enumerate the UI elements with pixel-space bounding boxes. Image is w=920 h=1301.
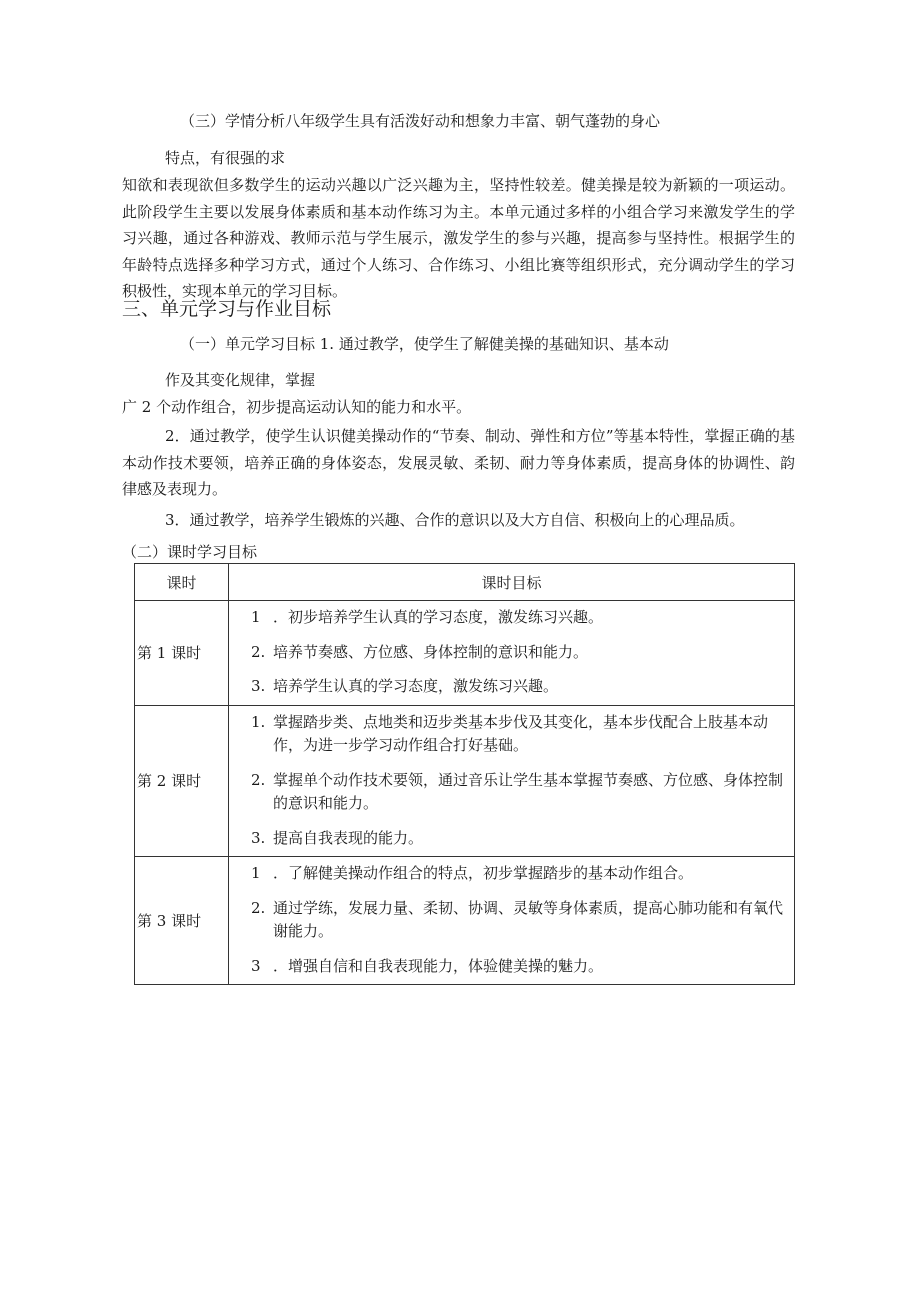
situation-paragraph: 知欲和表现欲但多数学生的运动兴趣以广泛兴趣为主，坚持性较差。健美操是较为新颖的一项运动。此阶段学生主要以发展身体素质和基本动作练习为主。本单元通过多样的小组合学习来激发学生的学习兴趣，通过各种游戏、教师示范与学生展示，激发学生的参与兴趣，提高参与坚持性。根据学生的年龄特点选择多种学习方式，通过个人练习、合作练习、小组比赛等组织形式，充分调动学生的学习积极性，实现本单元的学习目标。	[122, 176, 795, 300]
goal-text: 掌握踏步类、点地类和迈步类基本步伐及其变化，基本步伐配合上肢基本动作，为进一步学习动作组合打好基础。	[273, 712, 769, 754]
goal-item	[229, 711, 790, 758]
table-row	[135, 857, 795, 985]
goal-text: ．初步培养学生认真的学习态度，激发练习兴趣。	[273, 608, 604, 626]
goal-item	[229, 897, 790, 944]
lesson-label: 第 2 课时	[135, 705, 229, 857]
lesson-goals-title: （二）课时学习目标	[122, 543, 258, 561]
goal-item	[229, 827, 790, 851]
goal-item	[229, 675, 790, 699]
table-row	[135, 705, 795, 857]
goal-number: 3.	[251, 828, 266, 847]
goal-number: 2.	[251, 642, 266, 661]
unit-goal-2: 2．通过教学，使学生认识健美操动作的“节奏、制动、弹性和方位”等基本特性，掌握正确的基本动作技术要领，培养正确的身体姿态，发展灵敏、柔韧、耐力等身体素质，提高身体的协调性、韵律感及表现力。	[122, 427, 795, 498]
goal-list	[229, 601, 795, 706]
unit-goal-3: 3．通过教学，培养学生锻炼的兴趣、合作的意识以及大方自信、积极向上的心理品质。	[165, 511, 745, 529]
situation-line-1: （三）学情分析八年级学生具有活泼好动和想象力丰富、朝气蓬勃的身心	[180, 112, 661, 130]
goal-text: ．了解健美操动作组合的特点，初步掌握踏步的基本动作组合。	[273, 864, 694, 882]
goal-number: 3.	[251, 677, 266, 695]
unit-goal-line-3: 广 2 个动作组合，初步提高运动认知的能力和水平。	[122, 398, 472, 416]
goal-text: ．增强自信和自我表现能力，体验健美操的魅力。	[273, 956, 604, 975]
goal-number: 2.	[251, 770, 266, 789]
situation-line-2: 特点，有很强的求	[165, 149, 286, 167]
goal-list	[229, 705, 795, 857]
goal-text: 培养学生认真的学习态度，激发练习兴趣。	[273, 677, 559, 695]
goal-item	[229, 862, 790, 886]
header-lesson: 课时	[135, 564, 229, 601]
goal-item	[229, 955, 790, 979]
goal-number: 1	[251, 608, 261, 626]
lesson-goals-table	[134, 563, 795, 985]
goal-text: 通过学练，发展力量、柔韧、协调、灵敏等身体素质，提高心肺功能和有氧代谢能力。	[273, 898, 784, 940]
goal-number: 1.	[251, 712, 266, 731]
table-row	[135, 601, 795, 706]
goal-text: 提高自我表现的能力。	[273, 828, 424, 847]
unit-goal-line-1: （一）单元学习目标 1. 通过教学，使学生了解健美操的基础知识、基本动	[180, 335, 669, 353]
unit-goal-line-2: 作及其变化规律，掌握	[165, 371, 316, 389]
goal-number: 1	[251, 864, 261, 882]
header-goal: 课时目标	[229, 564, 795, 601]
goal-list	[229, 857, 795, 985]
goal-number: 2.	[251, 898, 266, 917]
table-header-row	[135, 564, 795, 601]
section-heading: 三、单元学习与作业目标	[122, 298, 332, 320]
goal-text: 掌握单个动作技术要领，通过音乐让学生基本掌握节奏感、方位感、身体控制的意识和能力。	[273, 770, 784, 812]
goal-number: 3	[251, 956, 261, 975]
lesson-label: 第 3 课时	[135, 857, 229, 985]
goal-item	[229, 769, 790, 816]
lesson-label: 第 1 课时	[135, 601, 229, 706]
goal-item	[229, 641, 790, 665]
goal-item	[229, 606, 790, 630]
goal-text: 培养节奏感、方位感、身体控制的意识和能力。	[273, 642, 589, 661]
